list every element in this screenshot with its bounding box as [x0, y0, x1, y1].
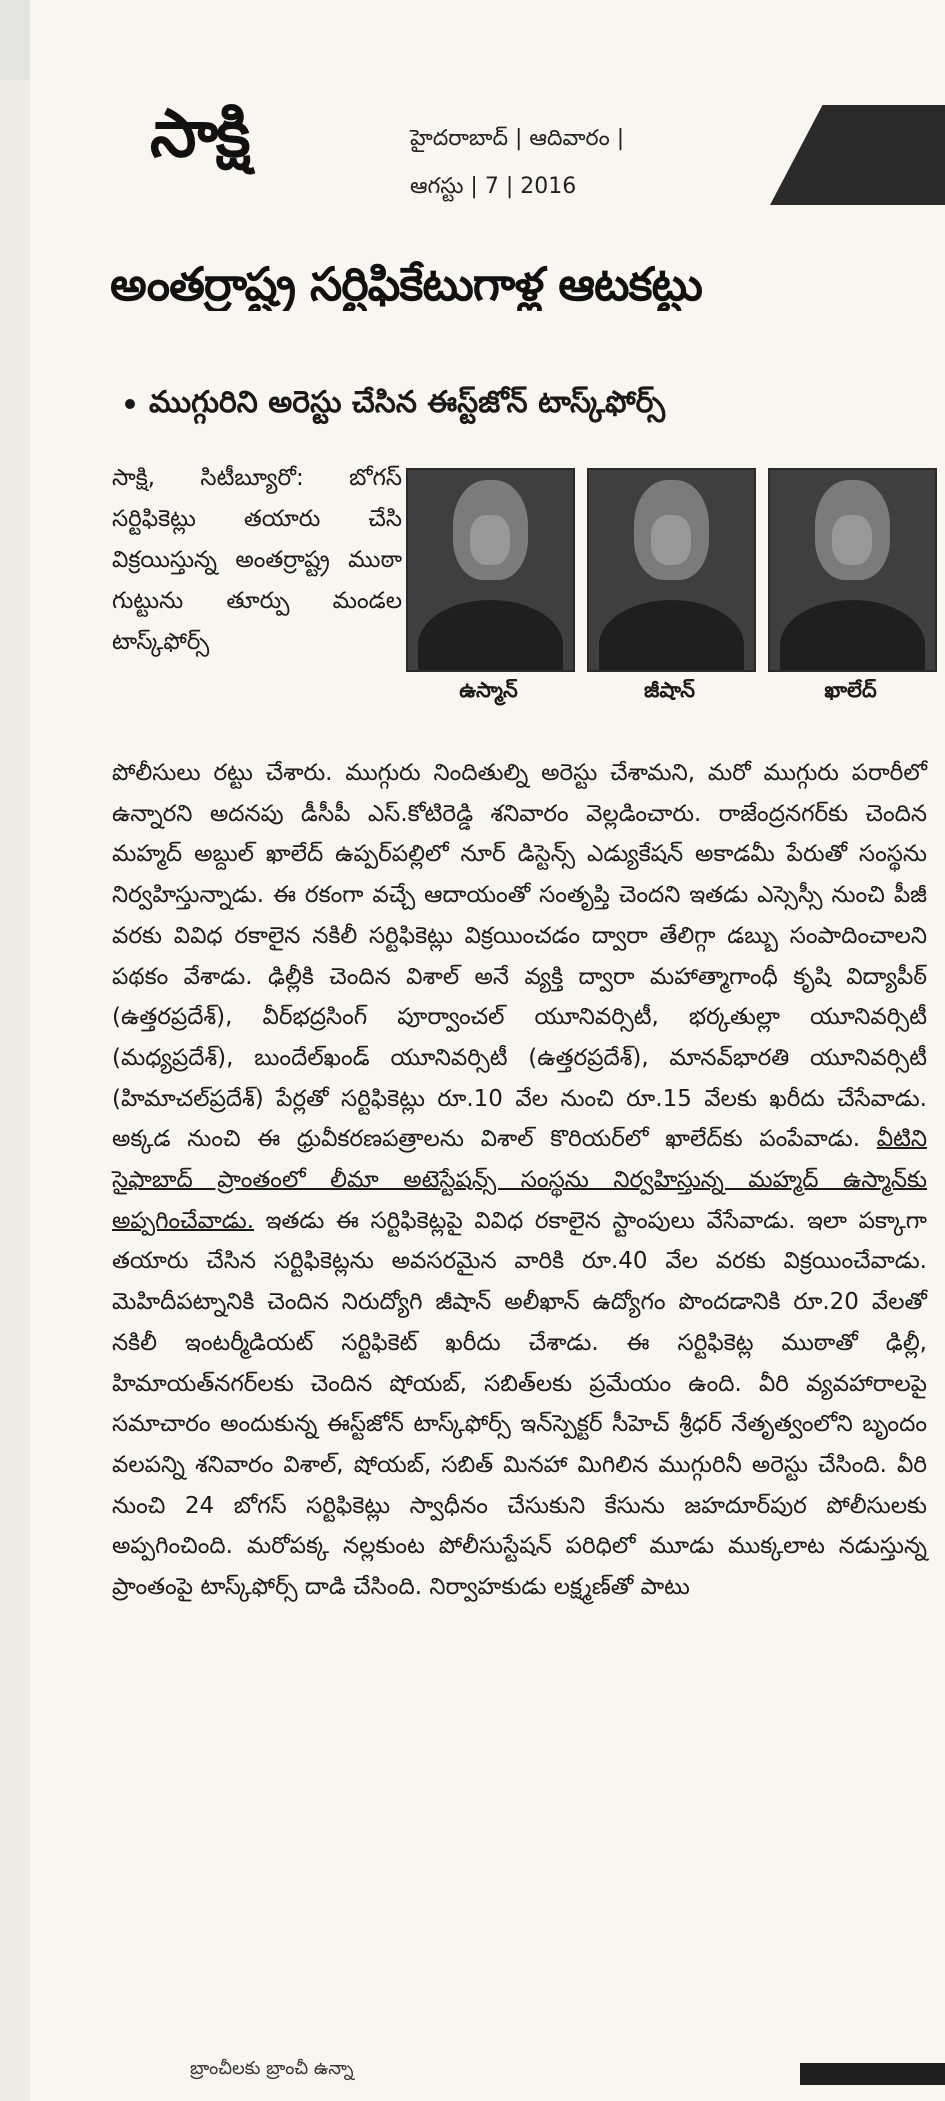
masthead-logo: సాక్షి — [150, 94, 249, 172]
article-body — [112, 753, 927, 1608]
edition-line: హైదరాబాద్ | ఆదివారం | — [410, 126, 625, 151]
body-paragraph: పోలీసులు రట్టు చేశారు. ముగ్గురు నిందితుల్ని అరెస్టు చేశామని, మరో ముగ్గురు పరారీలో ఉన్నారని అదనపు డీసీపీ ఎస్.కోటిరెడ్డి శనివారం వెల్లడించారు. రాజేంద్రనగర్‌కు చెందిన మహ్మద్ అబ్దుల్ ఖాలేద్ ఉప్పర్‌పల్లిలో నూర్ డిస్టెన్స్ ఎడ్యుకేషన్ అకాడమీ పేరుతో సంస్థను నిర్వహిస్తున్నాడు. ఈ రకంగా వచ్చే ఆదాయంతో సంతృప్తి చెందని ఇతడు ఎస్సెస్సీ నుంచి పీజీ వరకు వివిధ రకాలైన నకిలీ సర్టిఫికెట్లు విక్రయించడం ద్వారా తేలిగ్గా డబ్బు సంపాదించాలని పథకం వేశాడు. ఢిల్లీకి చెందిన విశాల్ అనే వ్యక్తి ద్వారా మహాత్మాగాంధీ కృషి విద్యాపీఠ్ (ఉత్తరప్రదేశ్), వీర్‌భద్రసింగ్ పూర్వాంచల్ యూనివర్సిటీ, భర్కతుల్లా యూనివర్సిటీ (మధ్యప్రదేశ్), బుందేల్‌ఖండ్ యూనివర్సిటీ (ఉత్తరప్రదేశ్), మానవ్‌భారతి యూనివర్సిటీ (హిమాచల్‌ప్రదేశ్) పేర్లతో సర్టిఫికెట్లు రూ.10 వేల నుంచి రూ.15 వేలకు ఖరీదు చేసేవాడు. అక్కడ నుంచి ఈ ధ్రువీకరణపత్రాలను విశాల్ కొరియర్‌లో ఖాలేద్‌కు పంపేవాడు. — [112, 760, 927, 1153]
article-intro: సాక్షి, సిటీబ్యూరో: బోగస్ సర్టిఫికెట్లు తయారు చేసి విక్రయిస్తున్న అంతర్రాష్ట్ర ముఠా గుట్టును తూర్పు మండల టాస్క్‌ఫోర్స్ — [112, 465, 402, 655]
dateline — [410, 115, 624, 211]
subhead-text: ముగ్గురిని అరెస్టు చేసిన ఈస్ట్‌జోన్ టాస్క్‌ఫోర్స్ — [149, 385, 666, 420]
accused-photos — [406, 468, 934, 718]
photo-usman — [406, 468, 575, 672]
photo-caption: జీషాన్ — [644, 678, 695, 702]
date-line: ఆగస్టు | 7 | 2016 — [410, 174, 577, 199]
photo-caption: ఖాలేద్ — [824, 678, 877, 702]
article-headline: అంతర్రాష్ట్ర సర్టిఫికేటుగాళ్ల ఆటకట్టు — [110, 258, 702, 311]
body-paragraph: ఇతడు ఈ సర్టిఫికెట్లపై వివిధ రకాలైన స్టాంపులు వేసేవాడు. ఇలా పక్కాగా తయారు చేసిన సర్టిఫికెట్లను అవసరమైన వారికి రూ.40 వేల వరకు విక్రయించేవాడు. మెహిదీపట్నానికి చెందిన నిరుద్యోగి జీషాన్ అలీఖాన్ ఉద్యోగం పొందడానికి రూ.20 వేలతో నకిలీ ఇంటర్మీడియట్ సర్టిఫికెట్ ఖరీదు చేశాడు. ఈ సర్టిఫికెట్ల ముఠాతో ఢిల్లీ, హిమాయత్‌నగర్‌లకు చెందిన షోయబ్, సబిత్‌లకు ప్రమేయం ఉంది. వీరి వ్యవహారాలపై సమాచారం అందుకున్న ఈస్ట్‌జోన్ టాస్క్‌ఫోర్స్ ఇన్‌స్పెక్టర్ సీహెచ్ శ్రీధర్ నేతృత్వంలోని బృందం వలపన్ని శనివారం విశాల్, షోయబ్, సబిత్ మినహా మిగిలిన ముగ్గురినీ అరెస్టు చేసింది. వీరి నుంచి 24 బోగస్ సర్టిఫికెట్లు స్వాధీనం చేసుకుని కేసును జహదూర్‌పుర పోలీసులకు అప్పగించింది. మరోపక్క నల్లకుంట పోలీసుస్టేషన్ పరిధిలో మూడు ముక్కలాట నడుస్తున్న ప్రాంతంపై టాస్క్‌ఫోర్స్ దాడి చేసింది. నిర్వాహకుడు లక్ష్మణ్‌తో పాటు — [112, 1207, 927, 1601]
body-underlined-passage: వీటిని సైఫాబాద్ ప్రాంతంలో లీమా అటెస్టేషన్స్ సంస్థను నిర్వహిస్తున్న మహ్మద్ ఉస్మాన్‌కు అప్పగించేవాడు. — [112, 1126, 927, 1234]
bullet-icon — [125, 399, 135, 409]
photo-khaled — [768, 468, 937, 672]
photo-caption: ఉస్మాన్ — [459, 678, 518, 702]
photo-zeeshan — [587, 468, 756, 672]
footer-text: బ్రాంచీలకు బ్రాంచీ ఉన్నా — [190, 2058, 354, 2079]
article-subhead — [125, 385, 925, 427]
footer-bar — [800, 2063, 945, 2085]
